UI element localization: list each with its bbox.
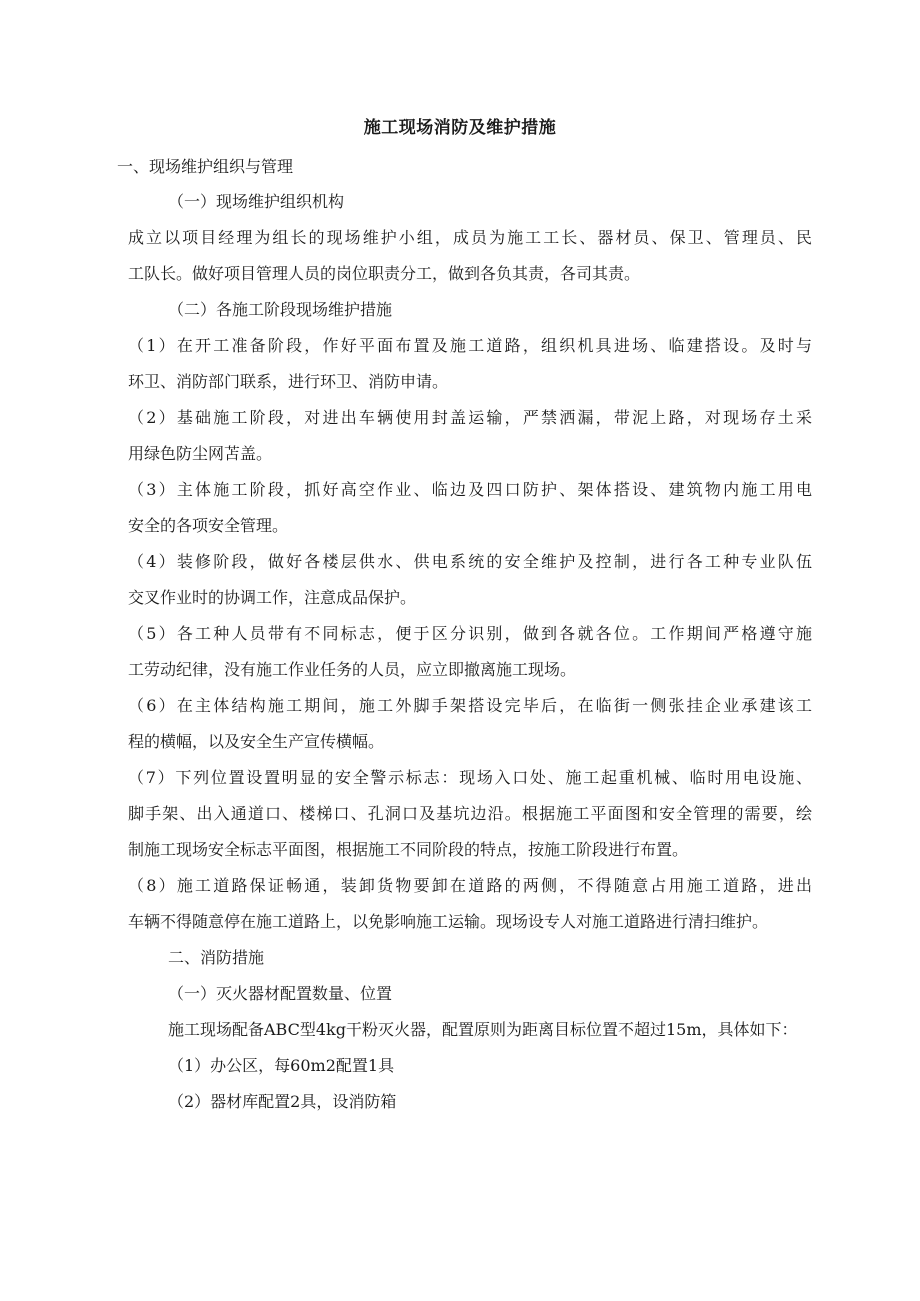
document-title: 施工现场消防及维护措施 [363,118,557,138]
section2-sub1-para: 施工现场配备ABC型4kg干粉灭火器，配置原则为距离目标位置不超过15m，具体如下： [168,1020,798,1039]
item-1-line1: （1）在开工准备阶段，作好平面布置及施工道路，组织机具进场、临建搭设。及时与 [128,336,812,355]
item-2-line1: （2）基础施工阶段，对进出车辆使用封盖运输，严禁洒漏，带泥上路，对现场存土采 [128,408,812,427]
section2-item-1: （1）办公区，每60m2配置1具 [168,1056,395,1075]
section1-sub1-para-line1: 成立以项目经理为组长的现场维护小组，成员为施工工长、器材员、保卫、管理员、民 [128,228,812,247]
item-3-line1: （3）主体施工阶段，抓好高空作业、临边及四口防护、架体搭设、建筑物内施工用电 [128,480,812,499]
item-5-line2: 工劳动纪律，没有施工作业任务的人员，应立即撤离施工现场。 [128,660,577,679]
item-4-line1: （4）装修阶段，做好各楼层供水、供电系统的安全维护及控制，进行各工种专业队伍 [128,552,812,571]
section1-sub1-para-line2: 工队长。做好项目管理人员的岗位职责分工，做到各负其责，各司其责。 [128,264,641,283]
item-1-line2: 环卫、消防部门联系，进行环卫、消防申请。 [128,372,449,391]
section2-item-2: （2）器材库配置2具，设消防箱 [168,1092,397,1111]
section1-heading: 一、现场维护组织与管理 [117,157,294,176]
item-7-line3: 制施工现场安全标志平面图，根据施工不同阶段的特点，按施工阶段进行布置。 [128,840,689,859]
item-2-line2: 用绿色防尘网苫盖。 [128,444,273,463]
item-8-line2: 车辆不得随意停在施工道路上，以免影响施工运输。现场设专人对施工道路进行清扫维护。 [128,912,769,931]
item-8-line1: （8）施工道路保证畅通，装卸货物要卸在道路的两侧，不得随意占用施工道路，进出 [128,876,812,895]
section2-sub1-heading: （一）灭火器材配置数量、位置 [168,984,393,1003]
item-3-line2: 安全的各项安全管理。 [128,516,289,535]
item-7-line2: 脚手架、出入通道口、楼梯口、孔洞口及基坑边沿。根据施工平面图和安全管理的需要，绘 [128,804,812,823]
item-7-line1: （7）下列位置设置明显的安全警示标志：现场入口处、施工起重机械、临时用电设施、 [128,768,812,787]
item-6-line2: 程的横幅，以及安全生产宣传横幅。 [128,732,385,751]
section1-sub1-heading: （一）现场维护组织机构 [168,192,345,211]
item-5-line1: （5）各工种人员带有不同标志，便于区分识别，做到各就各位。工作期间严格遵守施 [128,624,812,643]
item-6-line1: （6）在主体结构施工期间，施工外脚手架搭设完毕后，在临街一侧张挂企业承建该工 [128,696,812,715]
section2-heading: 二、消防措施 [168,948,265,967]
item-4-line2: 交叉作业时的协调工作，注意成品保护。 [128,588,417,607]
section1-sub2-heading: （二）各施工阶段现场维护措施 [168,300,393,319]
